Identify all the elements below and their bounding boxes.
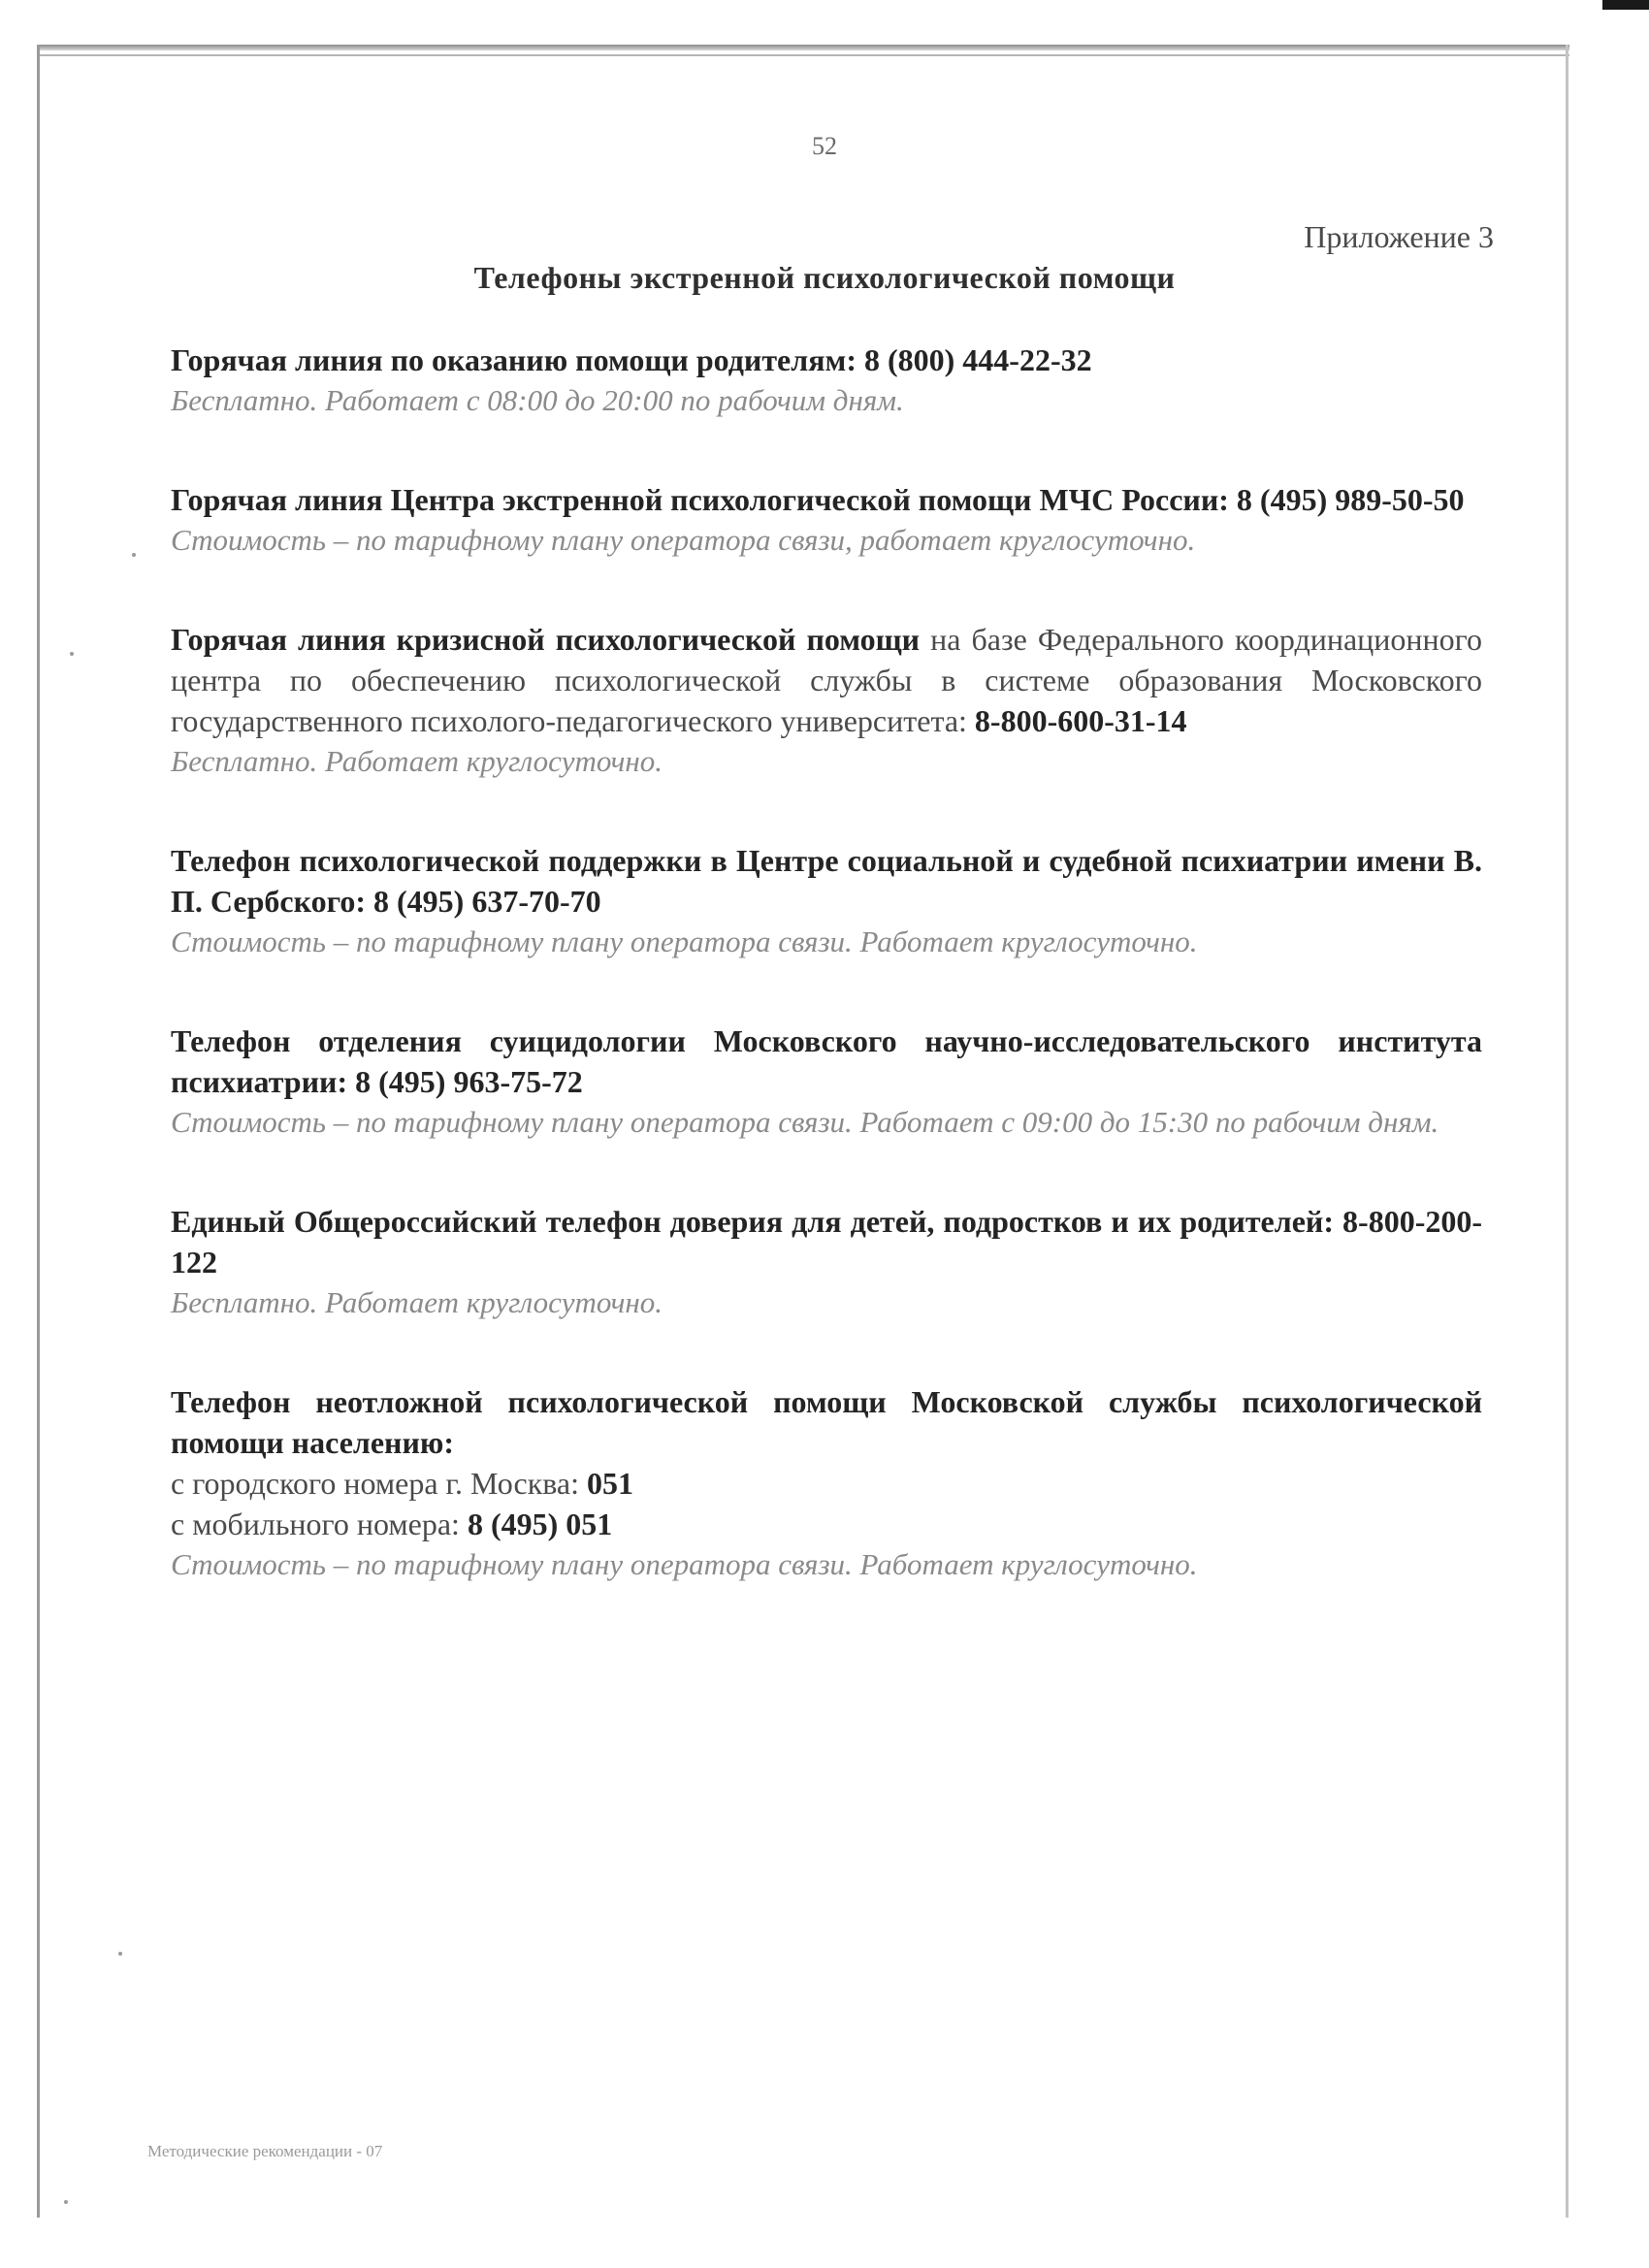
page-right-edge [1566,45,1568,2218]
hotline-note: Стоимость – по тарифному плану оператора связи. Работает с 09:00 до 15:30 по рабочим дням. [171,1105,1439,1139]
scan-corner-mark [1602,0,1649,10]
hotline-entry [171,479,1482,561]
hotline-note: Стоимость – по тарифному плану оператора связи, работает круглосуточно. [171,523,1196,557]
hotline-phone: 8-800-600-31-14 [974,703,1187,738]
hotline-title: Горячая линия кризисной психологической помощи на базе Федерального координационного центра по обеспечению психологической службы в системе образования Московского государственного психолого-педагогического университета: 8-800-600-31-14 [171,622,1482,738]
hotline-list [171,340,1482,1643]
hotline-note: Бесплатно. Работает круглосуточно. [171,1285,663,1319]
hotline-title: Горячая линия Центра экстренной психологической помощи МЧС России: 8 (495) 989-50-50 [171,482,1465,517]
hotline-entry [171,1201,1482,1323]
page-footer: Методические рекомендации - 07 [147,2142,383,2160]
document-title: Телефоны экстренной психологической помощи [473,260,1176,295]
hotline-entry [171,340,1482,421]
hotline-phone: 8 (495) 051 [467,1507,613,1541]
hotline-entry [171,619,1482,782]
page-top-edge-line [37,54,1569,56]
page-number: 52 [812,132,837,160]
hotline-note: Бесплатно. Работает с 08:00 до 20:00 по рабочим дням. [171,383,904,417]
hotline-note: Стоимость – по тарифному плану оператора связи. Работает круглосуточно. [171,1547,1198,1581]
scan-speck [70,652,74,656]
hotline-city-line: с городского номера г. Москва: 051 [171,1466,634,1501]
hotline-title: Горячая линия по оказанию помощи родителям: 8 (800) 444-22-32 [171,342,1092,377]
hotline-mobile-line: с мобильного номера: 8 (495) 051 [171,1507,613,1541]
hotline-title: Телефон отделения суицидологии Московского научно-исследовательского института психиатрии: 8 (495) 963-75-72 [171,1023,1482,1099]
hotline-title: Единый Общероссийский телефон доверия для детей, подростков и их родителей: 8-800-200-122 [171,1204,1482,1280]
scan-speck [118,1952,122,1956]
appendix-label: Приложение 3 [1304,219,1494,254]
hotline-entry [171,1021,1482,1143]
hotline-title: Телефон психологической поддержки в Центре социальной и судебной психиатрии имени В. П. Сербского: 8 (495) 637-70-70 [171,843,1482,919]
scan-speck [64,2200,68,2204]
scan-speck [132,553,136,557]
page-left-edge [37,45,40,2218]
hotline-phone: 051 [587,1466,634,1501]
page-top-edge [37,45,1569,50]
hotline-title: Телефон неотложной психологической помощи Московской службы психологической помощи населению: [171,1384,1482,1460]
hotline-entry [171,1381,1482,1585]
hotline-entry [171,840,1482,962]
hotline-note: Стоимость – по тарифному плану оператора связи. Работает круглосуточно. [171,924,1198,958]
hotline-note: Бесплатно. Работает круглосуточно. [171,744,663,778]
